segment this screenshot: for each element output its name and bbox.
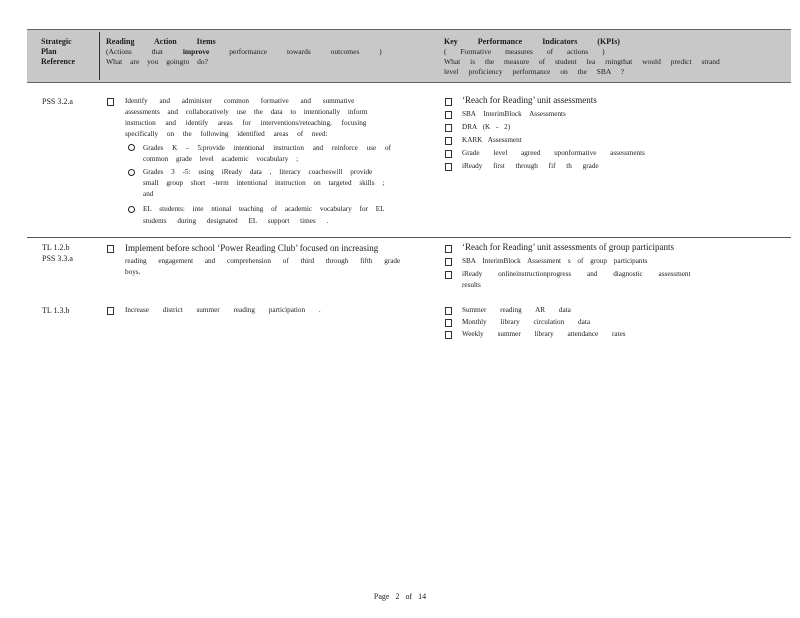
bullet-square-icon [445, 271, 452, 279]
row-divider [27, 237, 791, 238]
bullet-square-icon [445, 307, 452, 315]
sub-bullet-circle-icon [128, 169, 135, 176]
row-2-reference-1: TL 1.2.b [42, 243, 70, 252]
bullet-square-icon [445, 319, 452, 327]
row-1-reference: PSS 3.2.a [42, 97, 73, 106]
page-number: Page 2 of 14 [373, 592, 427, 601]
bullet-square-icon [445, 163, 452, 171]
bullet-square-icon [445, 331, 452, 339]
bullet-square-icon [107, 307, 114, 315]
row-2-reference-2: PSS 3.3.a [42, 254, 73, 263]
row-3-action: Increase district summer reading participation . [125, 306, 321, 314]
bullet-square-icon [445, 137, 452, 145]
bullet-square-icon [445, 98, 452, 106]
bullet-square-icon [445, 258, 452, 266]
bullet-square-icon [445, 111, 452, 119]
bullet-square-icon [107, 98, 114, 106]
header-strategic-plan-reference: Strategic Plan Reference [41, 37, 76, 66]
bullet-square-icon [445, 124, 452, 132]
header-divider [99, 32, 100, 80]
row-3-reference: TL 1.3.b [42, 306, 70, 315]
sub-bullet-circle-icon [128, 144, 135, 151]
bullet-square-icon [445, 245, 452, 253]
table-header [27, 29, 791, 83]
bullet-square-icon [445, 150, 452, 158]
header-reading-action-items: Reading Action Items (Actions that improve performance towards outcomes ) What are you goingto do? [106, 37, 382, 66]
bullet-square-icon [107, 245, 114, 253]
sub-bullet-circle-icon [128, 206, 135, 213]
header-kpis: Key Performance Indicators (KPIs) ( Formative measures of actions ) What is the measure of student lea rningthat would predict strand level proficiency performance on the SBA ? [444, 37, 720, 76]
